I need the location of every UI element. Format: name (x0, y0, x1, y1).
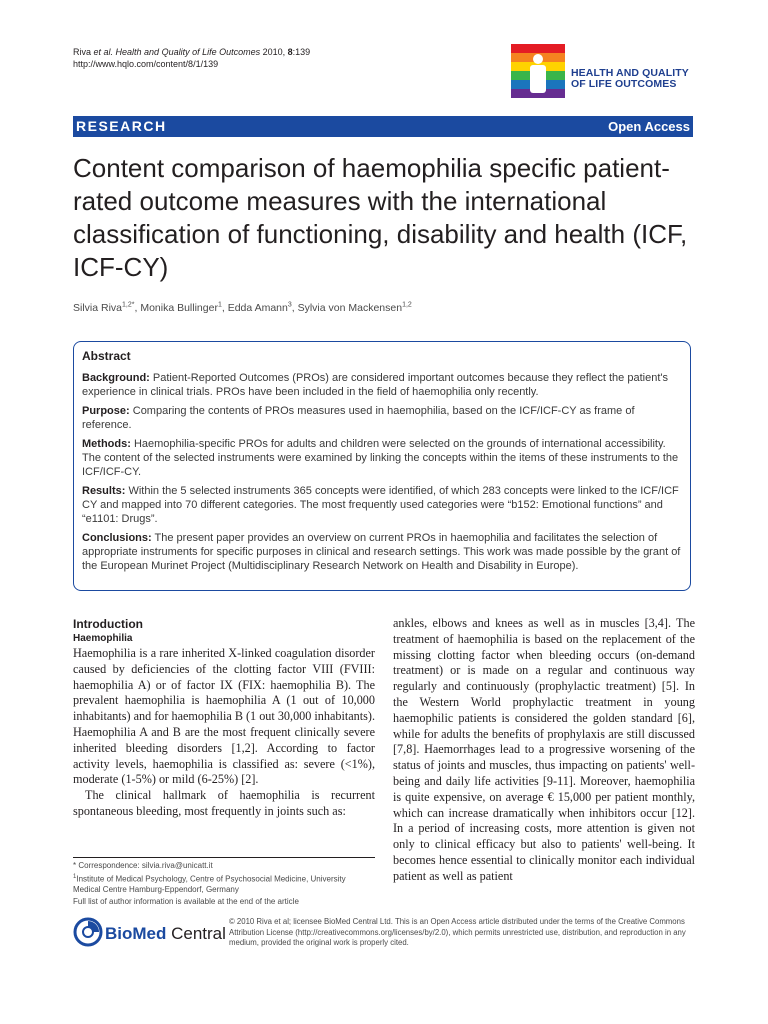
author: Monika Bullinger$^1$, (140, 301, 228, 314)
correspondence-note: * Correspondence: silvia.riva@unicatt.it (73, 861, 213, 870)
section-heading-introduction: Introduction (73, 617, 143, 631)
paragraph: Haemophilia is a rare inherited X-linked coagulation disorder caused by deficiencies of the clotting factor VIII (FVIII: haemophilia A) or of factor IX (FIX: haemophilia B). The prevalent haemophilia is haemophilia A (1 out of 10,000 inhabitants) and for haemophilia B (1 out 30,000 inhabitants). Haemophilia A and B are the most frequent clinically severe inherited bleeding disorders [1,2]. According to factor activity levels, haemophilia is classified as: severe (<1%), moderate (1-5%) or mild (6-25%) [2]. (73, 646, 375, 787)
journal-logo-icon (511, 44, 565, 98)
citation-year: 2010, (260, 47, 288, 57)
abstract-results: Results: Within the 5 selected instruments 365 concepts were identified, of which 283 concepts were linked to the ICF/ICF CY and mapped into 70 different categories. The most frequently used categories were “b152: Emotional functions” and “e1101: Drugs”. (82, 485, 679, 525)
citation-authors: Riva (73, 47, 94, 57)
biomed-central-circle-icon (73, 917, 103, 947)
abstract-purpose: Purpose: Comparing the contents of PROs measures used in haemophilia, based on the ICF/ICF-CY as frame of reference. (82, 405, 635, 431)
abstract (82, 349, 687, 578)
citation-header (73, 46, 310, 70)
abstract-background: Background: Patient-Reported Outcomes (PROs) are considered important outcomes because they reflect the patient's experience in clinical trials. PROs have been included in the field of haemophilia only recently. (82, 372, 668, 398)
affiliation-note: $^1$Institute of Medical Psychology, Centre of Psychosocial Medicine, University Medical Centre Hamburg-Eppendorf, Germany (73, 873, 346, 894)
journal-name (571, 68, 689, 90)
abstract-heading: Abstract (82, 349, 131, 363)
body-column-left (73, 616, 375, 820)
author-list (73, 298, 693, 315)
subsection-heading-haemophilia: Haemophilia (73, 633, 133, 644)
article-title: Content comparison of haemophilia specific patient-rated outcome measures with the international classification of functioning, disability and health (ICF, ICF-CY) (73, 153, 688, 282)
biomed-central-wordmark: BioMed Central (105, 924, 226, 943)
paragraph: ankles, elbows and knees as well as in muscles [3,4]. The treatment of haemophilia is based on the replacement of the missing clotting factor when bleeding occurs (on-demand treatment) or is made on a regular and continuous way regularly and continuously (prophylactic treatment) [5]. In the Western World prophylactic treatment in young haemophilic patients is considered the golden standard [6], while for adults the benefits of prophylaxis are still discussed [7,8]. Haemorrhages lead to a progressive worsening of the status of joints and muscles, thus impacting on patients' well-being and daily life activities [9-11]. Moreover, haemophilia is quite expensive, on average € 15,000 per patient monthly, which can increase dramatically when inhibitors occur [12]. In a period of increasing costs, more attention is given not only to clinical efficacy but also to patients' well-being. It becomes hence essential to clinically monitor each individual patient as well as patient (393, 616, 695, 883)
author: Silvia Riva$^{1,2*}$, (73, 301, 141, 314)
abstract-conclusions: Conclusions: The present paper provides an overview on current PROs in haemophilia and facilitates the selection of appropriate instruments for specific purposes in clinical and research settings. This work was made possible by the grant of the European Murinet Project (Multidisciplinary Research Network on Health and Disability in Europe). (82, 532, 681, 572)
paragraph: The clinical hallmark of haemophilia is recurrent spontaneous bleeding, most frequently in joints such as: (73, 788, 375, 818)
logo-color-bar (511, 44, 565, 54)
license-text: © 2010 Riva et al; licensee BioMed Central Ltd. This is an Open Access article distributed under the terms of the Creative Commons Attribution License (http://creativecommons.org/licenses/by/2.0), which permits unrestricted use, distribution, and reproduction in any medium, provided the original work is properly cited. (229, 917, 686, 947)
open-access-label: Open Access (608, 119, 690, 134)
journal-name-line2: OF LIFE OUTCOMES (571, 78, 677, 90)
citation-volume: 8 (287, 47, 293, 57)
journal-name-line1: HEALTH AND QUALITY (571, 67, 689, 79)
body-column-right (393, 616, 695, 885)
author-info-note: Full list of author information is available at the end of the article (73, 897, 299, 907)
citation-journal: Health and Quality of Life Outcomes (113, 47, 261, 57)
article-type-label: RESEARCH (76, 118, 167, 134)
author: Edda Amann$^3$, (227, 301, 298, 314)
article-url[interactable]: http://www.hqlo.com/content/8/1/139 (73, 59, 219, 69)
article-type-banner (73, 116, 693, 137)
abstract-methods: Methods: Haemophilia-specific PROs for adults and children were selected on the grounds of international accessibility. The content of the selected instruments were examined by linking the concepts within the items of these instruments to the ICF/ICF-CY. (82, 438, 679, 478)
biomed-central-logo (73, 915, 233, 951)
footnotes (73, 857, 375, 908)
author: Sylvia von Mackensen$^{1,2}$ (297, 301, 412, 314)
citation-etal: et al. (93, 47, 114, 57)
citation-pages: :139 (292, 47, 311, 57)
